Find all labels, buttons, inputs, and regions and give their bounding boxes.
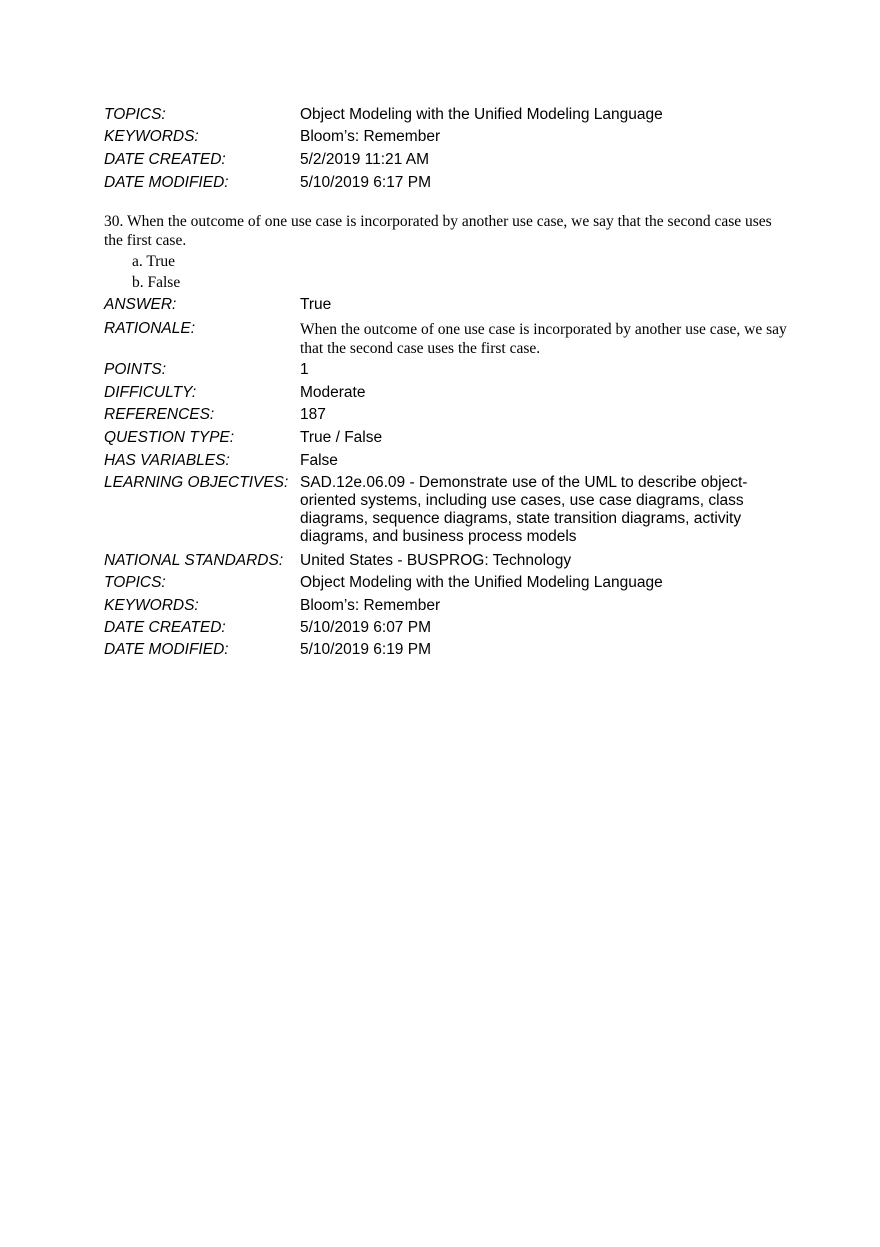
- rationale-value: When the outcome of one use case is incorporated by another use case, we say that the second case uses the first case.: [300, 321, 787, 357]
- national-standards-label: NATIONAL STANDARDS:: [104, 552, 284, 569]
- references-value: 187: [300, 406, 326, 423]
- date-modified-label: DATE MODIFIED:: [104, 174, 229, 191]
- has-variables-row: [104, 452, 794, 474]
- date-created-label: DATE CREATED:: [104, 619, 226, 636]
- learning-objectives-label: LEARNING OBJECTIVES:: [104, 474, 289, 491]
- question-type-row: [104, 429, 794, 452]
- topics-value: Object Modeling with the Unified Modeling Language: [300, 106, 663, 123]
- keywords-row: [104, 128, 794, 151]
- answer-row: [104, 296, 794, 319]
- question-metadata: [104, 296, 794, 663]
- learning-objectives-row: [104, 474, 794, 552]
- answer-label: ANSWER:: [104, 296, 177, 313]
- topics-value: Object Modeling with the Unified Modeling Language: [300, 574, 663, 591]
- answer-value: True: [300, 296, 332, 313]
- previous-question-metadata: [104, 106, 794, 196]
- has-variables-value: False: [300, 452, 338, 469]
- national-standards-value: United States - BUSPROG: Technology: [300, 552, 572, 569]
- topics-row: [104, 106, 794, 128]
- difficulty-value: Moderate: [300, 384, 366, 401]
- question-text: 30. When the outcome of one use case is incorporated by another use case, we say that the second case uses the first case.: [104, 213, 772, 249]
- date-modified-label: DATE MODIFIED:: [104, 641, 229, 658]
- points-value: 1: [300, 361, 309, 378]
- date-modified-value: 5/10/2019 6:19 PM: [300, 641, 431, 658]
- keywords-value: Bloom’s: Remember: [300, 597, 441, 614]
- date-created-value: 5/2/2019 11:21 AM: [300, 151, 429, 168]
- date-modified-row: [104, 641, 794, 663]
- date-modified-value: 5/10/2019 6:17 PM: [300, 174, 431, 191]
- date-created-label: DATE CREATED:: [104, 151, 226, 168]
- has-variables-label: HAS VARIABLES:: [104, 452, 230, 469]
- references-label: REFERENCES:: [104, 406, 215, 423]
- topics-label: TOPICS:: [104, 574, 166, 591]
- national-standards-row: [104, 552, 794, 574]
- answer-option: b. False: [132, 274, 181, 291]
- question-type-value: True / False: [300, 429, 383, 446]
- difficulty-row: [104, 384, 794, 406]
- date-created-row: [104, 151, 794, 174]
- rationale-label: RATIONALE:: [104, 320, 196, 337]
- rationale-row: [104, 319, 794, 361]
- points-label: POINTS:: [104, 361, 167, 378]
- date-created-row: [104, 619, 794, 641]
- references-row: [104, 406, 794, 429]
- question-type-label: QUESTION TYPE:: [104, 429, 235, 446]
- difficulty-label: DIFFICULTY:: [104, 384, 197, 401]
- topics-label: TOPICS:: [104, 106, 166, 123]
- answer-option: a. True: [132, 253, 176, 270]
- learning-objectives-value: SAD.12e.06.09 - Demonstrate use of the UML to describe object-oriented systems, including use cases, use case diagrams, class diagrams, sequence diagrams, state transition diagrams, activity diagrams, and business process models: [300, 474, 748, 545]
- keywords-value: Bloom’s: Remember: [300, 128, 441, 145]
- topics-row: [104, 574, 794, 597]
- date-modified-row: [104, 174, 794, 196]
- keywords-label: KEYWORDS:: [104, 597, 199, 614]
- keywords-row: [104, 597, 794, 619]
- date-created-value: 5/10/2019 6:07 PM: [300, 619, 431, 636]
- points-row: [104, 361, 794, 384]
- keywords-label: KEYWORDS:: [104, 128, 199, 145]
